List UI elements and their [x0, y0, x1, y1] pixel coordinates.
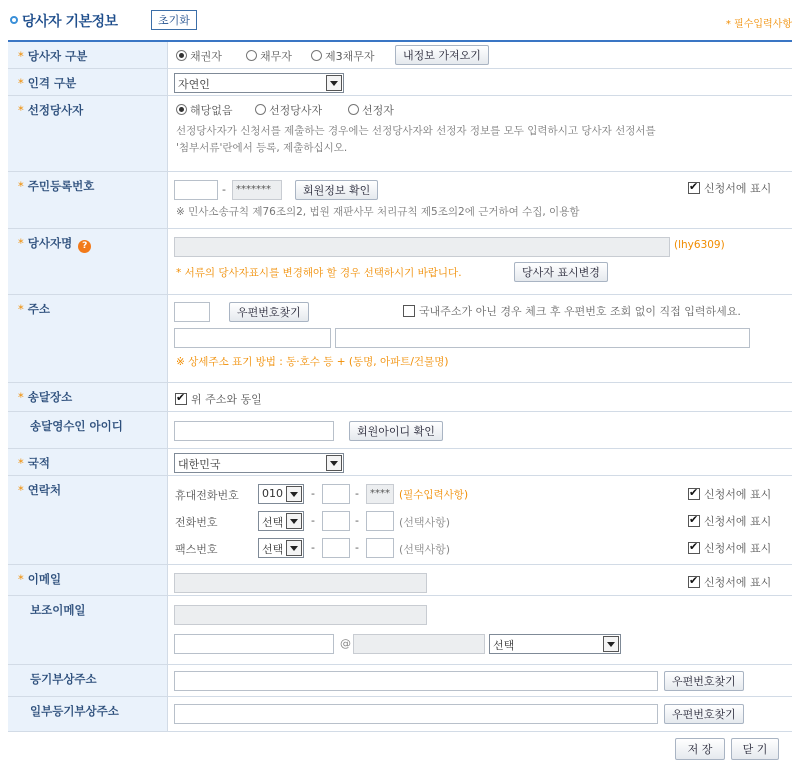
dash: - — [355, 514, 359, 527]
section-header — [8, 10, 792, 34]
chevron-down-icon — [286, 486, 302, 502]
resident-no-dash: - — [222, 183, 226, 196]
required-star-icon: * — [18, 390, 24, 404]
sub-email-local-input[interactable] — [174, 634, 334, 654]
checkbox-checked-icon — [688, 515, 700, 527]
registry-zip-button[interactable]: 우편번호찾기 — [664, 671, 744, 691]
phone-optional-note: (선택사항) — [399, 516, 451, 529]
label-delivery: * 송달장소 — [8, 383, 168, 411]
resident-no-note: ※ 민사소송규칙 제76조의2, 법원 재판사무 처리규칙 제5조의2에 근거하여 수집, 이용함 — [176, 206, 580, 218]
label-partial-registry-address: 일부등기부상주소 — [8, 697, 168, 731]
mobile-prefix-select[interactable]: 010 — [258, 484, 304, 504]
mobile-label: 휴대전화번호 — [175, 489, 239, 502]
verify-member-button[interactable]: 회원정보 확인 — [295, 180, 378, 200]
close-button[interactable]: 닫 기 — [731, 738, 779, 760]
reset-button[interactable]: 초기화 — [151, 10, 197, 30]
dash: - — [355, 487, 359, 500]
phone-show-checkbox[interactable]: ✔ 신청서에 표시 — [688, 513, 771, 529]
row-contact — [8, 476, 792, 565]
required-star-icon: * — [18, 456, 24, 470]
radio-off-icon — [348, 104, 359, 115]
mobile-last-input[interactable]: **** — [366, 484, 394, 504]
bullet-icon — [10, 16, 18, 24]
label-personality: * 인격 구분 — [8, 69, 168, 95]
row-partial-registry-address — [8, 697, 792, 732]
chevron-down-icon — [286, 513, 302, 529]
sub-email-full-input — [174, 605, 427, 625]
required-star-icon: * — [18, 76, 24, 90]
at-sign: @ — [340, 637, 351, 650]
row-registry-address — [8, 665, 792, 697]
label-email: * 이메일 — [8, 565, 168, 595]
row-personality — [8, 69, 792, 96]
required-star-icon: * — [18, 572, 24, 586]
label-contact: * 연락처 — [8, 476, 168, 564]
save-button[interactable]: 저 장 — [675, 738, 725, 760]
chevron-down-icon — [326, 455, 342, 471]
same-address-checkbox[interactable]: ✔ 위 주소와 동일 — [175, 391, 262, 407]
row-address — [8, 295, 792, 383]
row-party-name — [8, 229, 792, 295]
chevron-down-icon — [286, 540, 302, 556]
change-party-display-button[interactable]: 당사자 표시변경 — [514, 262, 608, 282]
required-star-icon: * — [18, 302, 24, 316]
checkbox-checked-icon — [688, 576, 700, 588]
fax-show-checkbox[interactable]: ✔ 신청서에 표시 — [688, 540, 771, 556]
label-party-name: * 당사자명 ? — [8, 229, 168, 294]
required-star-icon: * — [18, 483, 24, 497]
registry-address-input[interactable] — [174, 671, 658, 691]
address-detail-input[interactable] — [335, 328, 750, 348]
mobile-required-note: (필수입력사항) — [399, 489, 469, 501]
label-resident-no: * 주민등록번호 — [8, 172, 168, 228]
row-nationality — [8, 449, 792, 476]
phone-middle-input[interactable] — [322, 511, 350, 531]
fax-middle-input[interactable] — [322, 538, 350, 558]
email-show-checkbox[interactable]: ✔ 신청서에 표시 — [688, 574, 771, 590]
required-star-icon: * — [18, 179, 24, 193]
radio-on-icon — [176, 50, 187, 61]
personality-select[interactable]: 자연인 — [174, 73, 344, 93]
checkbox-checked-icon — [688, 488, 700, 500]
partial-registry-zip-button[interactable]: 우편번호찾기 — [664, 704, 744, 724]
address-main-input[interactable] — [174, 328, 331, 348]
appointed-note-line2: '첨부서류'란에서 등록, 제출하십시오. — [176, 142, 348, 154]
label-nationality: * 국적 — [8, 449, 168, 475]
label-appointed-party: * 선정당사자 — [8, 96, 168, 171]
party-name-input — [174, 237, 670, 257]
resident-no-front-input[interactable] — [174, 180, 218, 200]
fax-last-input[interactable] — [366, 538, 394, 558]
label-delivery-id: 송달영수인 아이디 — [8, 412, 168, 448]
radio-off-icon — [255, 104, 266, 115]
radio-not-applicable[interactable]: 해당없음 — [176, 102, 233, 118]
row-delivery — [8, 383, 792, 412]
row-resident-no — [8, 172, 792, 229]
nationality-select[interactable]: 대한민국 — [174, 453, 344, 473]
radio-off-icon — [246, 50, 257, 61]
party-name-note: * 서류의 당사자표시를 변경해야 할 경우 선택하시기 바랍니다. — [176, 267, 462, 279]
checkbox-checked-icon — [175, 393, 187, 405]
appointed-note-line1: 선정당사자가 신청서를 제출하는 경우에는 선정당사자와 선정자 정보를 모두 입력하시고 당사자 선정서를 — [176, 125, 656, 137]
chevron-down-icon — [603, 636, 619, 652]
dash: - — [355, 541, 359, 554]
checkbox-checked-icon — [688, 182, 700, 194]
zipcode-input[interactable] — [174, 302, 210, 322]
row-appointed-party — [8, 96, 792, 172]
fax-optional-note: (선택사항) — [399, 543, 451, 556]
required-star-icon: * — [18, 103, 24, 117]
label-sub-email: 보조이메일 — [8, 596, 168, 664]
load-my-info-button[interactable]: 내정보 가져오기 — [395, 45, 489, 65]
row-sub-email — [8, 596, 792, 665]
dash: - — [311, 541, 315, 554]
mobile-middle-input[interactable] — [322, 484, 350, 504]
radio-appointer[interactable]: 선정자 — [348, 102, 394, 118]
row-delivery-id — [8, 412, 792, 449]
label-party-type: * 당사자 구분 — [8, 42, 168, 68]
help-icon[interactable]: ? — [78, 240, 91, 253]
resident-no-back-input[interactable]: ******* — [232, 180, 282, 200]
overseas-address-checkbox[interactable]: 국내주소가 아닌 경우 체크 후 우편번호 조회 없이 직접 입력하세요. — [403, 303, 741, 319]
required-star-icon: * — [18, 49, 24, 63]
checkbox-unchecked-icon — [403, 305, 415, 317]
zipcode-search-button[interactable]: 우편번호찾기 — [229, 302, 309, 322]
verify-member-id-button[interactable]: 회원아이디 확인 — [349, 421, 443, 441]
dash: - — [311, 487, 315, 500]
sub-email-domain-select[interactable]: 선택 — [489, 634, 621, 654]
label-address: * 주소 — [8, 295, 168, 382]
radio-appointed-party[interactable]: 선정당사자 — [255, 102, 322, 118]
radio-on-icon — [176, 104, 187, 115]
sub-email-domain-input[interactable] — [353, 634, 485, 654]
row-party-type — [8, 42, 792, 69]
mobile-show-checkbox[interactable]: ✔ 신청서에 표시 — [688, 486, 771, 502]
radio-creditor[interactable]: 채권자 — [176, 48, 222, 64]
chevron-down-icon — [326, 75, 342, 91]
radio-off-icon — [311, 50, 322, 61]
email-input — [174, 573, 427, 593]
address-note: ※ 상세주소 표기 방법 : 동·호수 등 + (동명, 아파트/건물명) — [176, 356, 449, 368]
phone-prefix-select[interactable]: 선택 — [258, 511, 304, 531]
checkbox-checked-icon — [688, 542, 700, 554]
party-user-id: (lhy6309) — [674, 239, 725, 251]
row-email — [8, 565, 792, 596]
party-form — [8, 40, 792, 721]
page-title: 당사자 기본정보 — [22, 14, 118, 30]
required-star-icon: * — [18, 236, 24, 250]
resident-show-checkbox[interactable]: ✔ 신청서에 표시 — [688, 180, 771, 196]
label-registry-address: 등기부상주소 — [8, 665, 168, 696]
radio-debtor[interactable]: 채무자 — [246, 48, 292, 64]
delivery-id-input[interactable] — [174, 421, 334, 441]
phone-last-input[interactable] — [366, 511, 394, 531]
phone-label: 전화번호 — [175, 516, 218, 529]
required-note: * 필수입력사항 — [725, 19, 792, 30]
partial-registry-address-input[interactable] — [174, 704, 658, 724]
fax-label: 팩스번호 — [175, 543, 218, 556]
fax-prefix-select[interactable]: 선택 — [258, 538, 304, 558]
radio-third-debtor[interactable]: 제3채무자 — [311, 48, 375, 64]
dash: - — [311, 514, 315, 527]
